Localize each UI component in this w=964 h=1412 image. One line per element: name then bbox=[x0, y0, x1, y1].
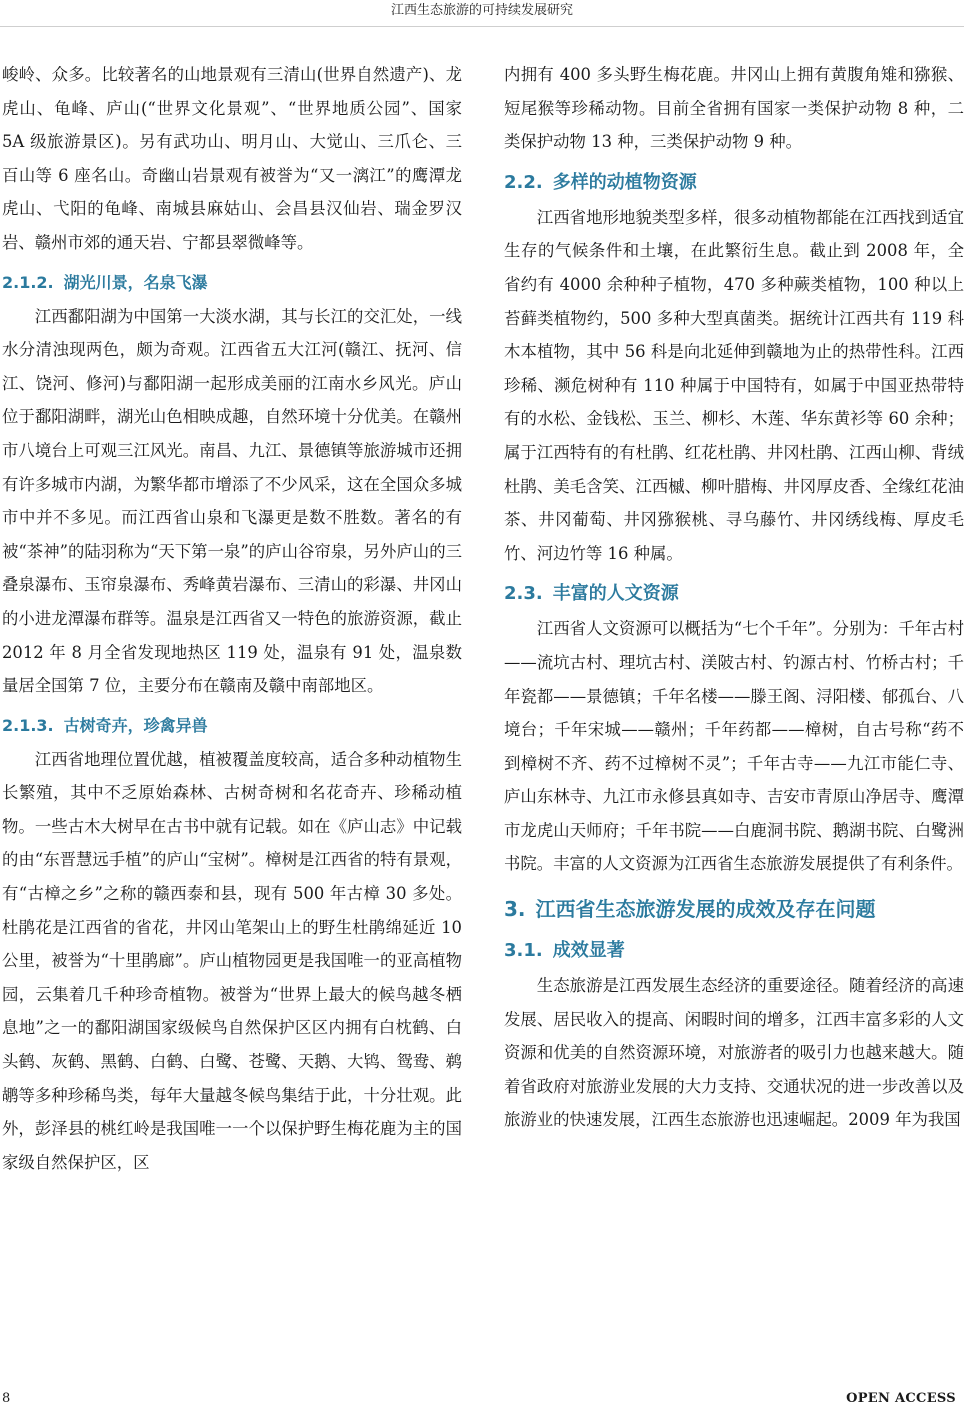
section-heading-3-1 bbox=[504, 935, 964, 967]
paragraph-lakes-waterfalls: 江西鄱阳湖为中国第一大淡水湖，其与长江的交汇处，一线水分清浊现两色，颇为奇观。江西省五大江河(赣江、抚河、信江、饶河、修河)与鄱阳湖一起形成美丽的江南水乡风光。庐山位于鄱阳湖畔，湖光山色相映成趣，自然环境十分优美。在赣州市八境台上可观三江风光。南昌、九江、景德镇等旅游城市还拥有许多城市内湖，为繁华都市增添了不少风采，这在全国众多城市中并不多见。而江西省山泉和飞瀑更是数不胜数。著名的有被“茶神”的陆羽称为“天下第一泉”的庐山谷帘泉，另外庐山的三叠泉瀑布、玉帘泉瀑布、秀峰黄岩瀑布、三清山的彩瀑、井冈山的小进龙潭瀑布群等。温泉是江西省又一特色的旅游资源，截止 2012 年 8 月全省发现地热区 119 处，温泉有 91 处，温泉数量居全国第 7 位，主要分布在赣南及赣中南部地区。 bbox=[2, 306, 462, 696]
section-number: 2.1.2. bbox=[2, 272, 54, 292]
section-title: 丰富的人文资源 bbox=[552, 583, 679, 605]
paragraph-wildlife-continued: 内拥有 400 多头野生梅花鹿。井冈山上拥有黄腹角雉和猕猴、短尾猴等珍稀动物。目前全省拥有国家一类保护动物 8 种，二类保护动物 13 种，三类保护动物 9 种。 bbox=[504, 65, 964, 152]
paragraph-achievements: 生态旅游是江西发展生态经济的重要途径。随着经济的高速发展、居民收入的提高、闲暇时间的增多，江西丰富多彩的人文资源和优美的自然资源环境，对旅游者的吸引力也越来越大。随着省政府对旅游业发展的大力支持、交通状况的进一步改善以及旅游业的快速发展，江西生态旅游也迅速崛起。2009 年为我国 bbox=[504, 976, 964, 1130]
left-column bbox=[2, 58, 462, 1179]
right-column bbox=[504, 58, 964, 1137]
section-heading-2-1-3 bbox=[2, 711, 462, 741]
section-heading-2-1-2 bbox=[2, 268, 462, 298]
running-header bbox=[0, 0, 964, 32]
running-header-title: 江西生态旅游的可持续发展研究 bbox=[390, 3, 573, 18]
section-title: 多样的动植物资源 bbox=[552, 171, 697, 193]
section-title: 湖光川景，名泉飞瀑 bbox=[63, 272, 208, 292]
section-heading-2-2 bbox=[504, 167, 964, 199]
section-heading-3 bbox=[504, 891, 964, 927]
header-divider bbox=[0, 26, 964, 27]
open-access-label: OPEN ACCESS bbox=[846, 1391, 956, 1406]
section-heading-2-3 bbox=[504, 578, 964, 610]
section-number: 2.3. bbox=[504, 583, 543, 605]
paragraph-cultural-resources: 江西省人文资源可以概括为“七个千年”。分别为：千年古村——流坑古村、理坑古村、渼陂古村、钓源古村、竹桥古村；千年瓷都——景德镇；千年名楼——滕王阁、浔阳楼、郁孤台、八境台；千年宋城——赣州；千年药都——樟树，自古号称“药不到樟树不齐、药不过樟树不灵”；千年古寺——九江市能仁寺、庐山东林寺、九江市永修县真如寺、吉安市青原山净居寺、鹰潭市龙虎山天师府；千年书院——白鹿洞书院、鹅湖书院、白鹭洲书院。丰富的人文资源为江西省生态旅游发展提供了有利条件。 bbox=[504, 619, 964, 874]
section-number: 2.1.3. bbox=[2, 715, 54, 735]
paragraph-intro-continued: 峻岭、众多。比较著名的山地景观有三清山(世界自然遗产)、龙虎山、龟峰、庐山(“世界文化景观”、“世界地质公园”、国家 5A 级旅游景区)。另有武功山、明月山、大觉山、三爪仑、三百山等 6 座名山。奇幽山岩景观有被誉为“又一漓江”的鹰潭龙虎山、弋阳的龟峰、南城县麻姑山、会昌县汉仙岩、瑞金罗汉岩、赣州市郊的通天岩、宁都县翠微峰等。 bbox=[2, 65, 462, 252]
section-title: 江西省生态旅游发展的成效及存在问题 bbox=[535, 897, 876, 922]
section-title: 成效显著 bbox=[552, 940, 625, 962]
section-title: 古树奇卉，珍禽异兽 bbox=[63, 715, 208, 735]
page-number: 8 bbox=[2, 1391, 11, 1406]
section-number: 3.1. bbox=[504, 940, 543, 962]
section-number: 3. bbox=[504, 897, 526, 922]
paragraph-flora-fauna: 江西省地形地貌类型多样，很多动植物都能在江西找到适宜生存的气候条件和土壤，在此繁衍生息。截止到 2008 年，全省约有 4000 余种种子植物，470 多种蕨类植物，100 种以上苔藓类植物约，500 多种大型真菌类。据统计江西共有 119 科木本植物，其中 56 科是向北延伸到赣地为止的热带性科。江西珍稀、濒危树种有 110 种属于中国特有，如属于中国亚热带特有的水松、金钱松、玉兰、柳杉、木莲、华东黄衫等 60 余种；属于江西特有的有杜鹃、红花杜鹃、井冈杜鹃、江西山柳、背绒杜鹃、美毛含笑、江西槭、柳叶腊梅、井冈厚皮香、全缘红花油茶、井冈葡萄、井冈猕猴桃、寻乌藤竹、井冈绣线梅、厚皮毛竹、河边竹等 16 种属。 bbox=[504, 207, 964, 563]
paragraph-trees-wildlife: 江西省地理位置优越，植被覆盖度较高，适合多种动植物生长繁殖，其中不乏原始森林、古树奇树和名花奇卉、珍稀动植物。一些古木大树早在古书中就有记载。如在《庐山志》中记载的由“东晋慧远手植”的庐山“宝树”。樟树是江西省的特有景观，有“古樟之乡”之称的赣西泰和县，现有 500 年古樟 30 多处。杜鹃花是江西省的省花，井冈山笔架山上的野生杜鹃绵延近 10 公里，被誉为“十里鹃廊”。庐山植物园更是我国唯一的亚高植物园，云集着几千种珍奇植物。被誉为“世界上最大的候鸟越冬栖息地”之一的鄱阳湖国家级候鸟自然保护区区内拥有白枕鹤、白头鹤、灰鹤、黑鹤、白鹤、白鹭、苍鹭、天鹅、大鸨、鸳鸯、鹈鹕等多种珍稀鸟类，每年大量越冬候鸟集结于此，十分壮观。此外，彭泽县的桃红岭是我国唯一一个以保护野生梅花鹿为主的国家级自然保护区，区 bbox=[2, 749, 462, 1172]
section-number: 2.2. bbox=[504, 171, 543, 193]
